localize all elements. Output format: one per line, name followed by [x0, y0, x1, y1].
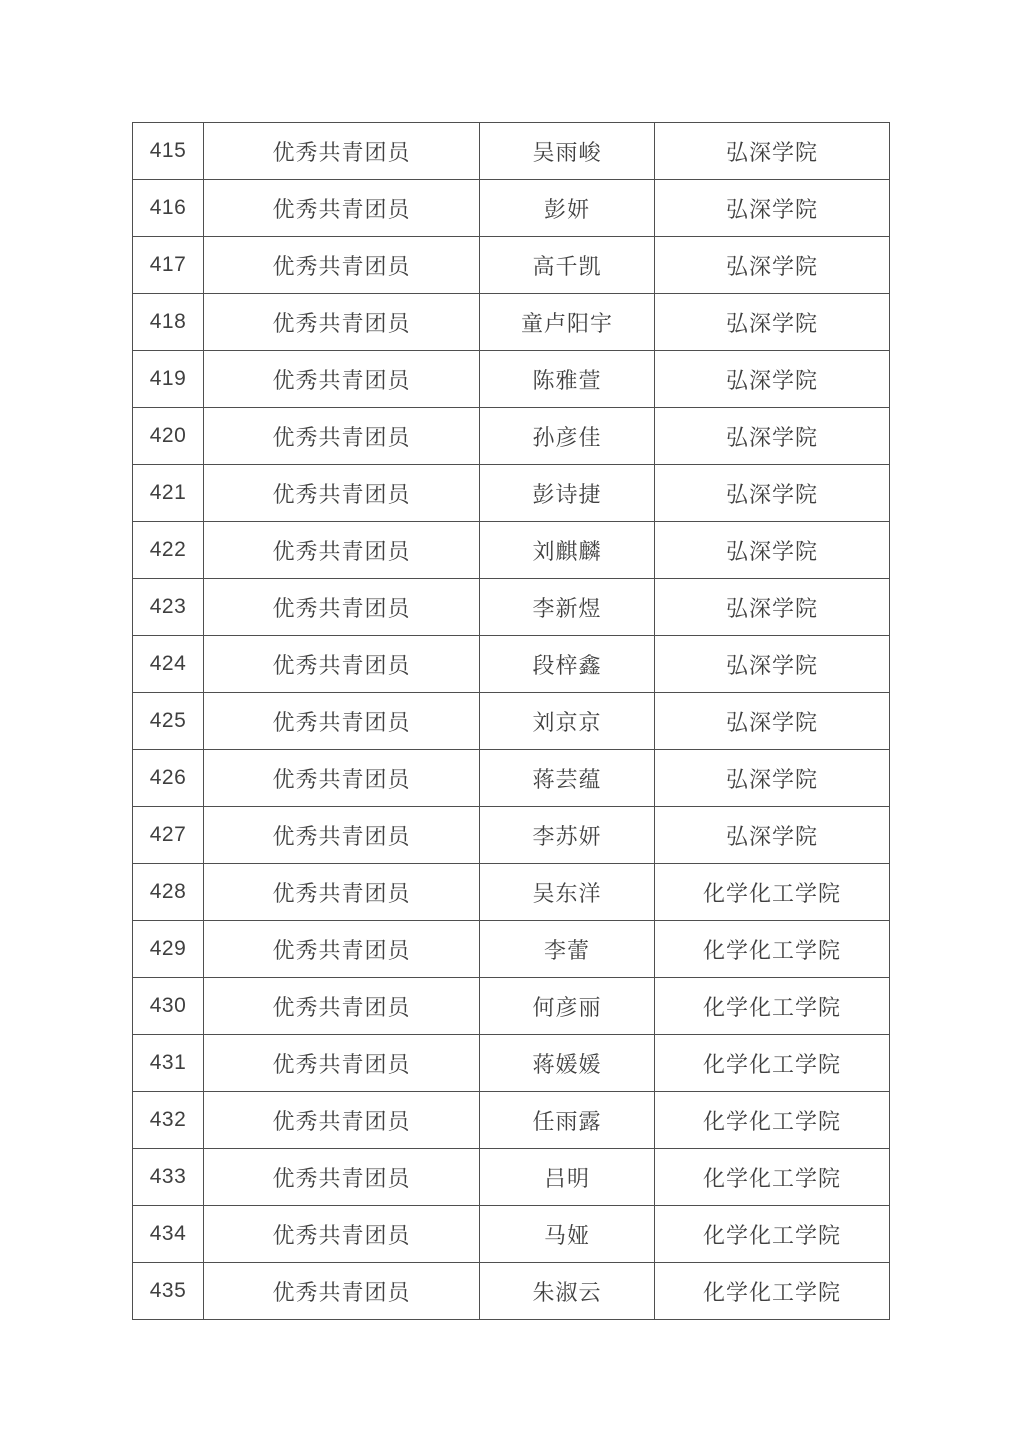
- college-name-cell: 弘深学院: [655, 237, 890, 294]
- row-number-cell: 433: [133, 1149, 204, 1206]
- college-name-cell: 化学化工学院: [655, 921, 890, 978]
- college-name-cell: 化学化工学院: [655, 978, 890, 1035]
- award-table-row: [133, 123, 890, 180]
- award-title-cell: 优秀共青团员: [204, 123, 480, 180]
- college-name-cell: 化学化工学院: [655, 864, 890, 921]
- recipient-name-cell: 李蕾: [480, 921, 655, 978]
- award-title-cell: 优秀共青团员: [204, 294, 480, 351]
- recipient-name-cell: 段梓鑫: [480, 636, 655, 693]
- recipient-name-cell: 彭妍: [480, 180, 655, 237]
- award-table-row: [133, 1263, 890, 1320]
- award-table-row: [133, 1149, 890, 1206]
- award-table-row: [133, 1035, 890, 1092]
- row-number-cell: 419: [133, 351, 204, 408]
- award-title-cell: 优秀共青团员: [204, 1092, 480, 1149]
- award-table-row: [133, 465, 890, 522]
- row-number-cell: 432: [133, 1092, 204, 1149]
- recipient-name-cell: 吴雨峻: [480, 123, 655, 180]
- award-title-cell: 优秀共青团员: [204, 921, 480, 978]
- recipient-name-cell: 朱淑云: [480, 1263, 655, 1320]
- award-title-cell: 优秀共青团员: [204, 1035, 480, 1092]
- awards-table: [132, 122, 890, 1320]
- award-title-cell: 优秀共青团员: [204, 408, 480, 465]
- award-table-row: [133, 750, 890, 807]
- college-name-cell: 弘深学院: [655, 807, 890, 864]
- college-name-cell: 化学化工学院: [655, 1092, 890, 1149]
- row-number-cell: 428: [133, 864, 204, 921]
- college-name-cell: 化学化工学院: [655, 1263, 890, 1320]
- row-number-cell: 435: [133, 1263, 204, 1320]
- row-number-cell: 417: [133, 237, 204, 294]
- award-table-row: [133, 351, 890, 408]
- award-table-row: [133, 693, 890, 750]
- recipient-name-cell: 陈雅萱: [480, 351, 655, 408]
- award-table-row: [133, 1206, 890, 1263]
- recipient-name-cell: 刘京京: [480, 693, 655, 750]
- award-title-cell: 优秀共青团员: [204, 237, 480, 294]
- recipient-name-cell: 吕明: [480, 1149, 655, 1206]
- recipient-name-cell: 任雨露: [480, 1092, 655, 1149]
- recipient-name-cell: 马娅: [480, 1206, 655, 1263]
- recipient-name-cell: 李苏妍: [480, 807, 655, 864]
- college-name-cell: 弘深学院: [655, 750, 890, 807]
- award-table-row: [133, 921, 890, 978]
- college-name-cell: 化学化工学院: [655, 1035, 890, 1092]
- award-table-row: [133, 237, 890, 294]
- award-title-cell: 优秀共青团员: [204, 636, 480, 693]
- college-name-cell: 弘深学院: [655, 408, 890, 465]
- award-title-cell: 优秀共青团员: [204, 978, 480, 1035]
- award-table-row: [133, 408, 890, 465]
- award-title-cell: 优秀共青团员: [204, 807, 480, 864]
- award-table-row: [133, 579, 890, 636]
- college-name-cell: 弘深学院: [655, 465, 890, 522]
- row-number-cell: 423: [133, 579, 204, 636]
- college-name-cell: 弘深学院: [655, 693, 890, 750]
- row-number-cell: 421: [133, 465, 204, 522]
- award-title-cell: 优秀共青团员: [204, 1263, 480, 1320]
- recipient-name-cell: 蒋芸蕴: [480, 750, 655, 807]
- row-number-cell: 429: [133, 921, 204, 978]
- award-title-cell: 优秀共青团员: [204, 465, 480, 522]
- award-table-row: [133, 1092, 890, 1149]
- award-table-row: [133, 522, 890, 579]
- row-number-cell: 424: [133, 636, 204, 693]
- row-number-cell: 415: [133, 123, 204, 180]
- row-number-cell: 434: [133, 1206, 204, 1263]
- college-name-cell: 化学化工学院: [655, 1206, 890, 1263]
- college-name-cell: 弘深学院: [655, 180, 890, 237]
- college-name-cell: 弘深学院: [655, 294, 890, 351]
- recipient-name-cell: 吴东洋: [480, 864, 655, 921]
- row-number-cell: 430: [133, 978, 204, 1035]
- award-title-cell: 优秀共青团员: [204, 1149, 480, 1206]
- award-title-cell: 优秀共青团员: [204, 693, 480, 750]
- award-title-cell: 优秀共青团员: [204, 522, 480, 579]
- recipient-name-cell: 孙彦佳: [480, 408, 655, 465]
- award-title-cell: 优秀共青团员: [204, 579, 480, 636]
- award-table-row: [133, 807, 890, 864]
- row-number-cell: 426: [133, 750, 204, 807]
- recipient-name-cell: 李新煜: [480, 579, 655, 636]
- row-number-cell: 425: [133, 693, 204, 750]
- award-table-row: [133, 294, 890, 351]
- row-number-cell: 422: [133, 522, 204, 579]
- award-table-row: [133, 180, 890, 237]
- award-title-cell: 优秀共青团员: [204, 1206, 480, 1263]
- row-number-cell: 427: [133, 807, 204, 864]
- award-title-cell: 优秀共青团员: [204, 351, 480, 408]
- award-title-cell: 优秀共青团员: [204, 864, 480, 921]
- award-table-row: [133, 864, 890, 921]
- college-name-cell: 弘深学院: [655, 351, 890, 408]
- row-number-cell: 420: [133, 408, 204, 465]
- row-number-cell: 431: [133, 1035, 204, 1092]
- college-name-cell: 弘深学院: [655, 522, 890, 579]
- award-title-cell: 优秀共青团员: [204, 180, 480, 237]
- row-number-cell: 416: [133, 180, 204, 237]
- recipient-name-cell: 童卢阳宇: [480, 294, 655, 351]
- college-name-cell: 弘深学院: [655, 579, 890, 636]
- recipient-name-cell: 高千凯: [480, 237, 655, 294]
- award-table-row: [133, 978, 890, 1035]
- recipient-name-cell: 刘麒麟: [480, 522, 655, 579]
- awards-table-body: [133, 123, 890, 1320]
- college-name-cell: 弘深学院: [655, 123, 890, 180]
- college-name-cell: 化学化工学院: [655, 1149, 890, 1206]
- row-number-cell: 418: [133, 294, 204, 351]
- award-title-cell: 优秀共青团员: [204, 750, 480, 807]
- recipient-name-cell: 彭诗捷: [480, 465, 655, 522]
- college-name-cell: 弘深学院: [655, 636, 890, 693]
- award-table-row: [133, 636, 890, 693]
- recipient-name-cell: 蒋媛媛: [480, 1035, 655, 1092]
- recipient-name-cell: 何彦丽: [480, 978, 655, 1035]
